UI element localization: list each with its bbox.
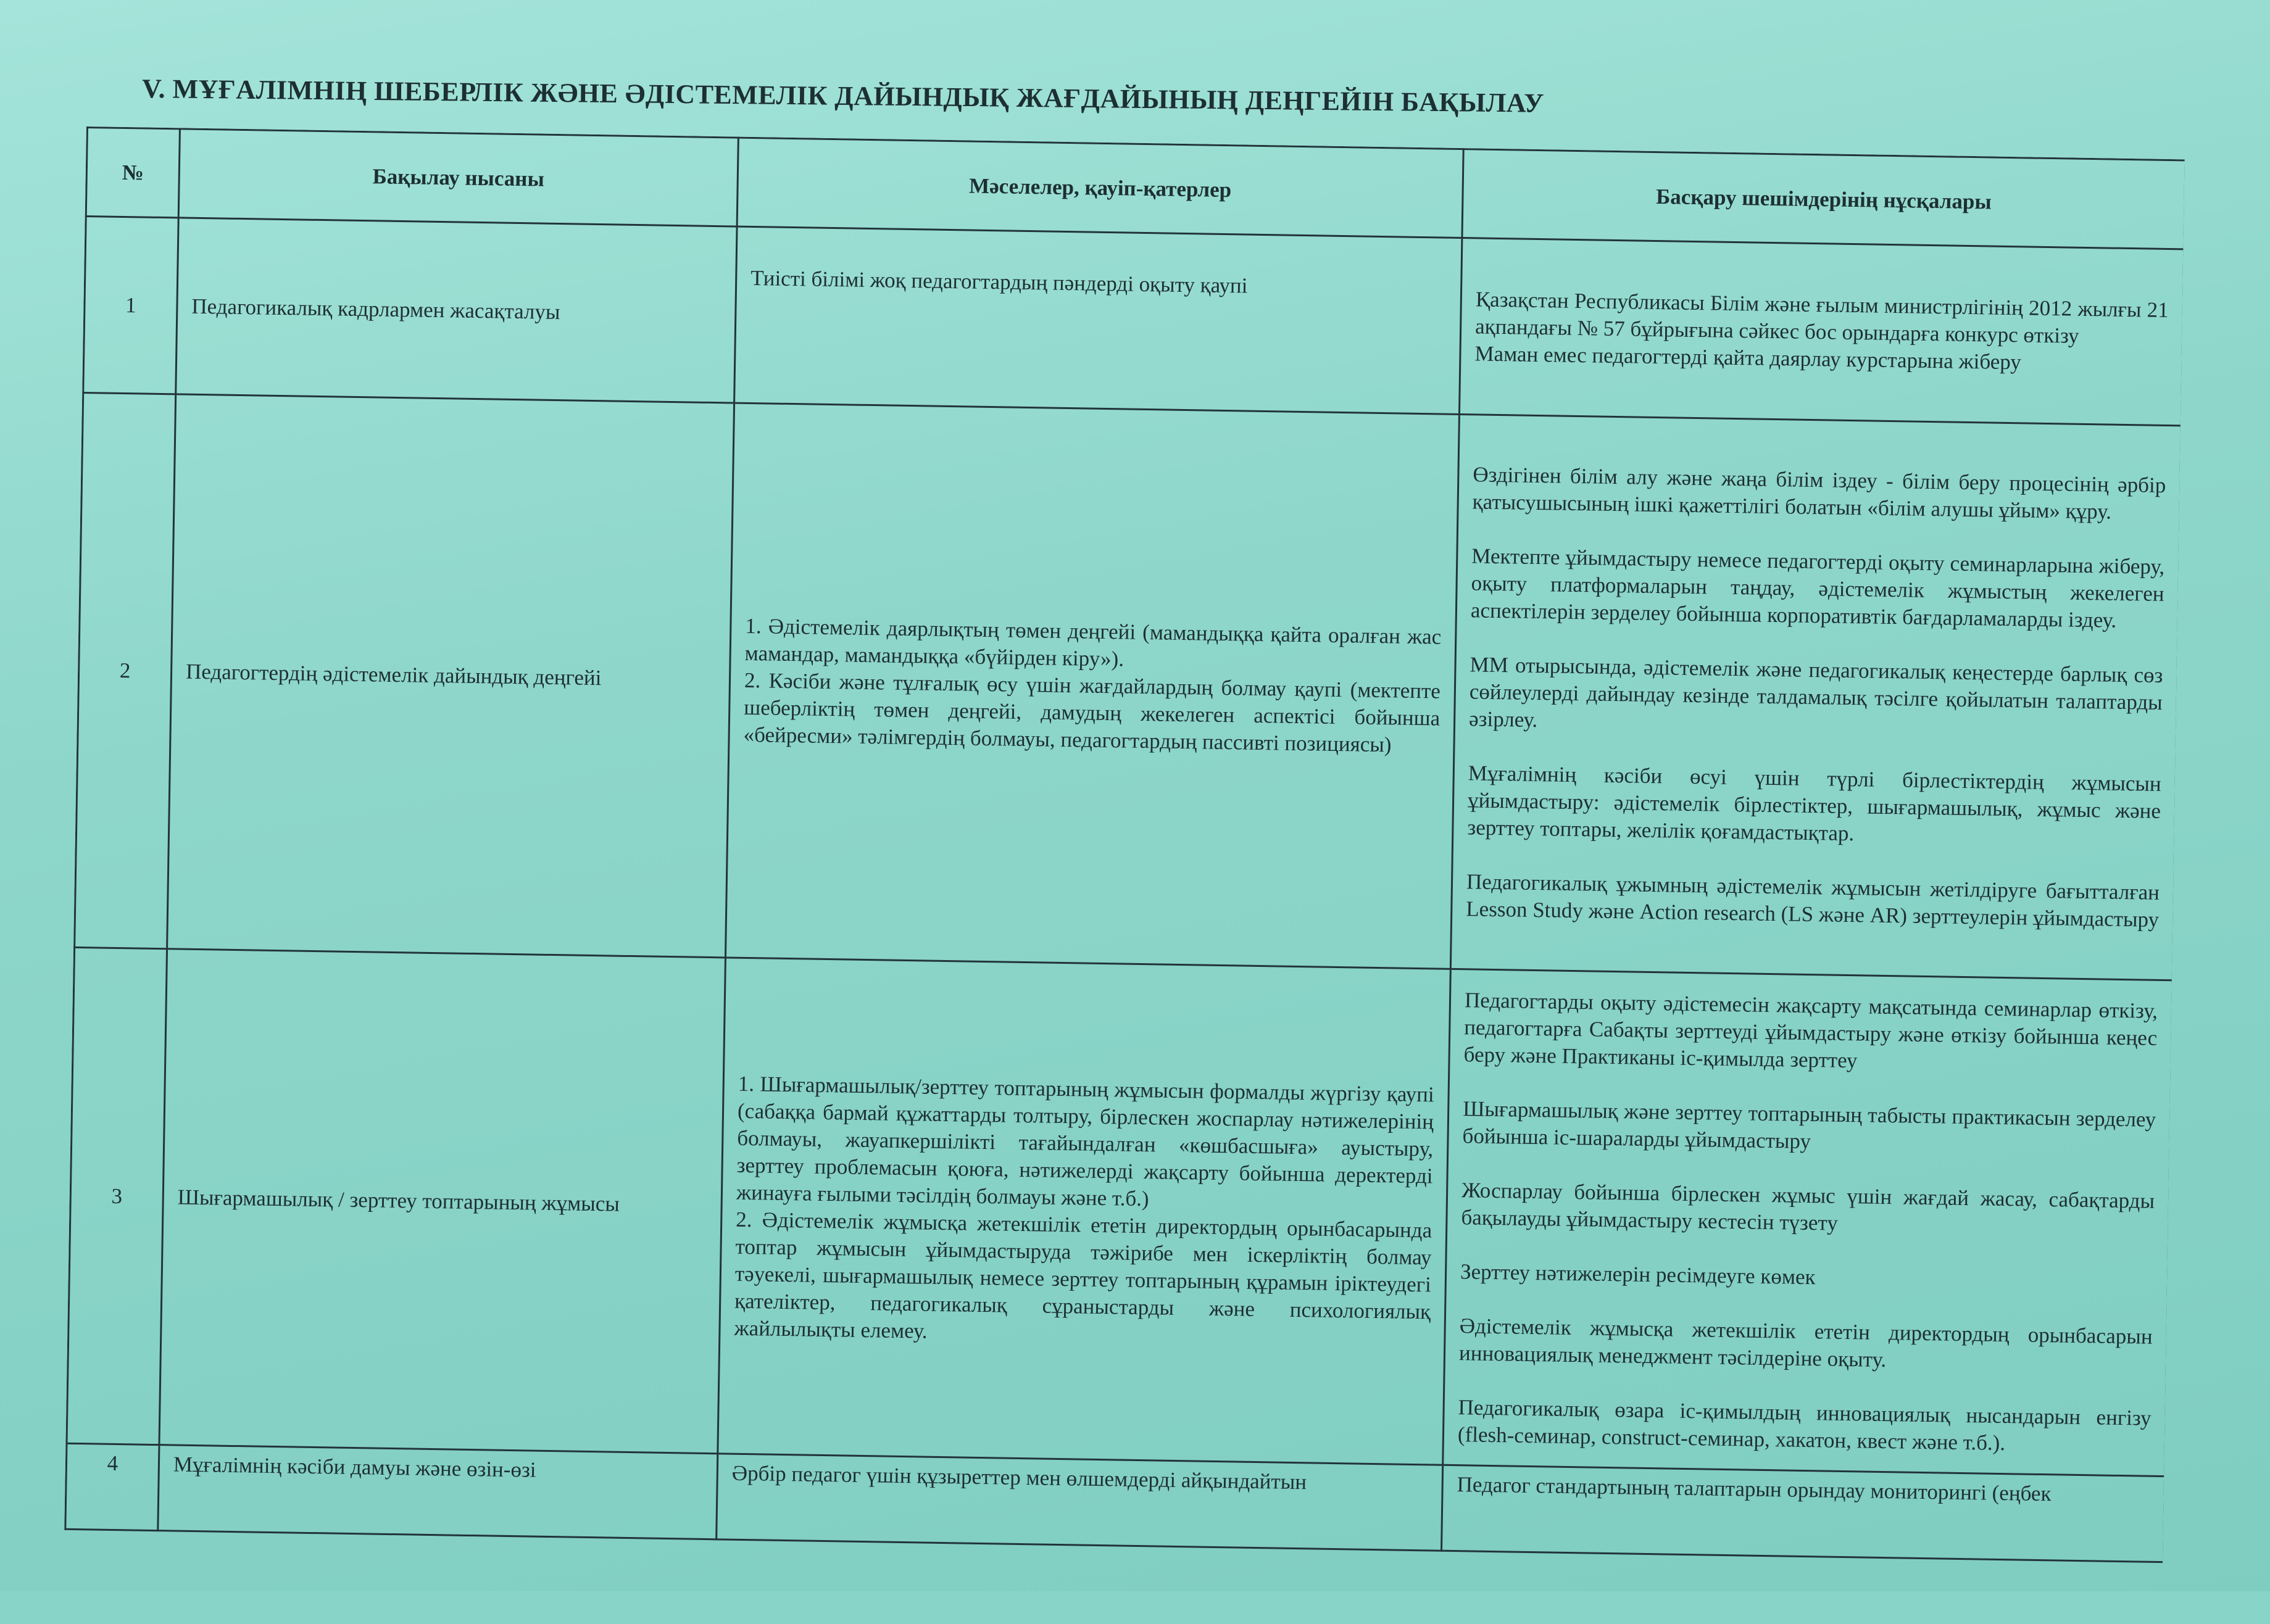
solutions-cell <box>1442 1465 2165 1562</box>
row-number: 3 <box>67 947 167 1444</box>
risks-cell <box>725 403 1459 969</box>
control-object: Шығармашылық / зерттеу топтарының жұмысы <box>159 949 726 1454</box>
solution-item: Педагог стандартының талаптарын орындау мониторингі (еңбек <box>1457 1472 2052 1506</box>
header-problems-risks: Мәселелер, қауіп-қатерлер <box>737 138 1463 238</box>
control-table <box>64 126 2184 1563</box>
solution-item: Мектепте ұйымдастыру немесе педагогтерді оқыту семинарларына жіберу, оқыту платформаларын таңдау, әдістемелік жұмыстың жекелеген аспектілерін зерделеу бойынша корпоративтік бағдарламаларды іздеу. <box>1470 544 2165 632</box>
header-management-solutions: Басқару шешімдерінің нұсқалары <box>1462 149 2185 249</box>
risks-cell <box>718 958 1450 1465</box>
solution-item: Қазақстан Республикасы Білім және ғылым министрлігінің 2012 жылғы 21 ақпандағы № 57 бұйрығына сәйкес бос орындарға конкурс өткізу <box>1474 286 2169 348</box>
document-title: V. МҰҒАЛІМНІҢ ШЕБЕРЛІК ЖӘНЕ ӘДІСТЕМЕЛІК ДАЙЫНДЫҚ ЖАҒДАЙЫНЫҢ ДЕҢГЕЙІН БАҚЫЛАУ <box>141 73 1545 118</box>
risks-cell <box>717 1454 1443 1551</box>
control-object: Педагогтердің әдістемелік дайындық деңгейі <box>167 394 734 958</box>
row-number: 4 <box>65 1443 159 1530</box>
solution-item: Педагогикалық ұжымның әдістемелік жұмысын жетілдіруге бағытталған Lesson Study және Action research (LS және AR) зерттеулерін ұйымдастыру <box>1466 869 2160 932</box>
risks-cell <box>734 226 1462 414</box>
solution-item: Мұғалімнің кәсіби өсуі үшін түрлі бірлестіктердің жұмысын ұйымдастыру: әдістемелік бірлестіктер, шығармашылық, жұмыс және зерттеу топтары, желілік қоғамдастықтар. <box>1467 761 2161 846</box>
row-number: 1 <box>83 217 178 394</box>
solution-item: Әдістемелік жұмысқа жетекшілік ететін директордың орынбасарын инновациялық менеджмент тәсілдеріне оқыту. <box>1458 1313 2153 1372</box>
table-row <box>83 217 2184 426</box>
control-table-wrapper <box>64 126 2185 1624</box>
control-object: Мұғалімнің кәсіби дамуы және өзін-өзі <box>158 1445 718 1539</box>
solutions-cell <box>1459 238 2184 426</box>
solution-item: ММ отырысында, әдістемелік және педагогикалық кеңестерде барлық сөз сөйлеулерді дайындау кезінде талдамалық тәсілге қойылатын талаптарды әзірлеу. <box>1468 652 2163 732</box>
solution-item: Зерттеу нәтижелерін ресімдеуге көмек <box>1460 1259 1816 1289</box>
risk-item: 1. Әдістемелік даярлықтың төмен деңгейі (мамандыққа қайта оралған жас мамандар, мамандыққа «бүйірден кіру»). <box>744 613 1442 671</box>
table-row <box>67 947 2172 1476</box>
header-control-object: Бақылау нысаны <box>178 129 738 226</box>
header-number: № <box>86 128 180 218</box>
risk-item: Әрбір педагог үшін құзыреттер мен өлшемдерді айқындайтын <box>731 1460 1307 1494</box>
solution-item: Педагогтарды оқыту әдістемесін жақсарту мақсатында семинарлар өткізу, педагогтарға Сабақты зерттеуді ұйымдастыру және өткізу бойынша кеңес беру және Практиканы іс-қимылда зерттеу <box>1463 987 2158 1072</box>
risk-item: 1. Шығармашылық/зерттеу топтарының жұмысын формалды жүргізу қаупі (сабаққа бармай құжаттарды толтыру, бірлескен жоспарлау нәтижелерінің болмауы, жауапкершілікті тағайындалған «көшбасшыға» ауыстыру, зерттеу проблемасын қоюға, нәтижелерді жақсарту бойынша деректерді жинауға ғылыми тәсілдің болмауы және т.б.) <box>736 1071 1434 1211</box>
solution-item: Маман емес педагогтерді қайта даярлау курстарына жіберу <box>1474 341 2022 374</box>
solution-item: Өздігінен білім алу және жаңа білім іздеу - білім беру процесінің әрбір қатысушысының ішкі қажеттілігі болатын «білім алушы ұйым» құру. <box>1472 462 2166 524</box>
solution-item: Шығармашылық және зерттеу топтарының табысты практикасын зерделеу бойынша іс-шараларды ұйымдастыру <box>1462 1096 2156 1153</box>
risk-item: 2. Кәсіби және тұлғалық өсу үшін жағдайлардың болмау қаупі (мектепте шеберліктің төмен деңгейі, дамудың жекелеген аспектісі бойынша «бейресми» тәлімгердің болмауы, педагогтардың пассивті позициясы) <box>743 668 1441 757</box>
solutions-cell <box>1450 414 2181 980</box>
table-row <box>75 392 2182 980</box>
risk-item: Тиісті білімі жоқ педагогтардың пәндерді оқыту қаупі <box>750 265 1248 298</box>
risk-item: 2. Әдістемелік жұмысқа жетекшілік ететін директордың орынбасарында топтар жұмысын ұйымдастыруда тәжірибе мен іскерліктің болмау тәуекелі, шығармашылық немесе зерттеу топтарының құрамын іріктеудегі қателіктер, педагогикалық сұраныстарды және психологиялық жайлылықты елемеу. <box>734 1207 1432 1343</box>
solution-item: Жоспарлау бойынша бірлескен жұмыс үшін жағдай жасау, сабақтарды бақылауды ұйымдастыру кестесін түзету <box>1461 1177 2155 1235</box>
control-object: Педагогикалық кадрлармен жасақталуы <box>176 218 737 403</box>
solution-item: Педагогикалық өзара іс-қимылдың инновациялық нысандарын енгізу (flesh-семинар, construct-семинар, хакатон, квест және т.б.). <box>1457 1394 2152 1455</box>
row-number: 2 <box>75 392 176 948</box>
solutions-cell <box>1443 969 2172 1476</box>
